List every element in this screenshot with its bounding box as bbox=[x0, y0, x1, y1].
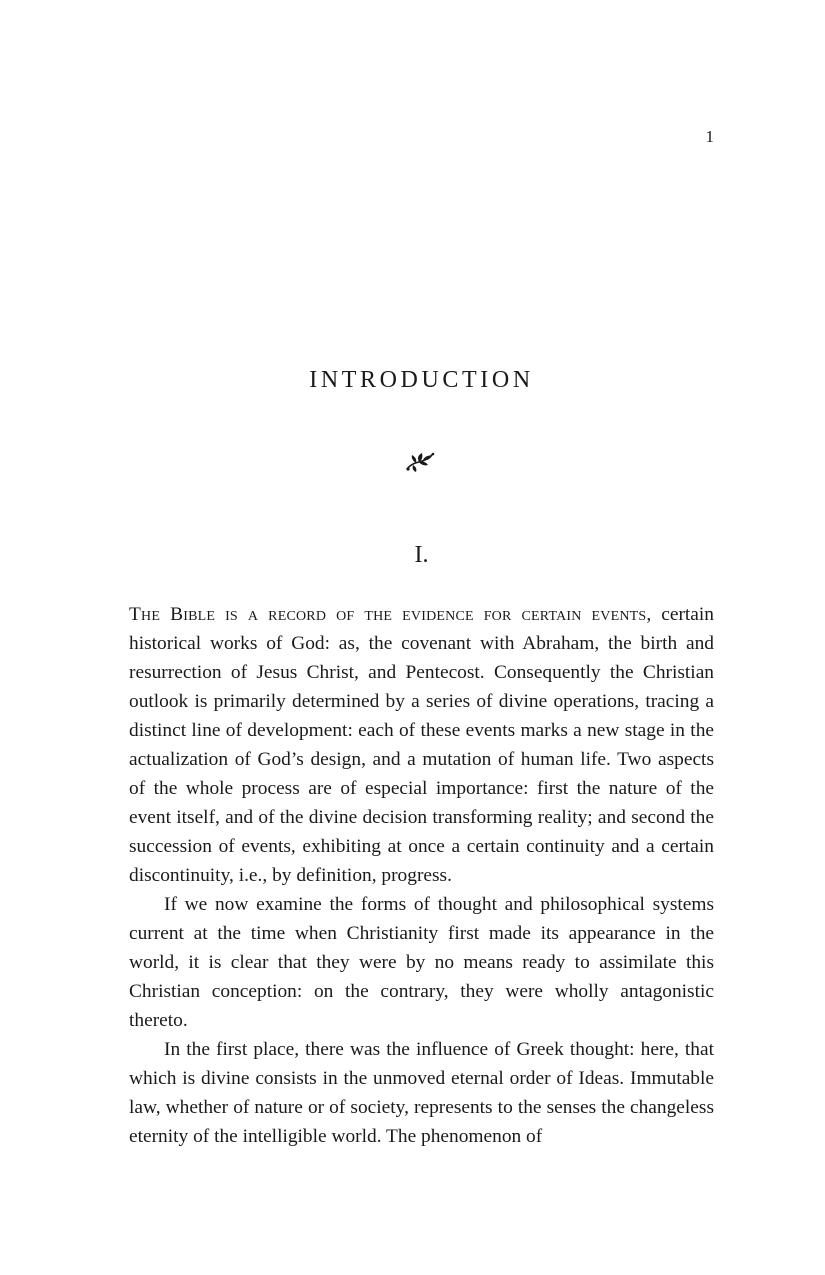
paragraph-text: certain historical works of God: as, the covenant with Abraham, the birth and resurrection of Jesus Christ, and Pentecost. Consequently the Christian outlook is primarily determined by a series of divine operations, tracing a distinct line of development: each of these events marks a new stage in the actualization of God’s design, and a mutation of human life. Two aspects of the whole process are of especial importance: first the nature of the event itself, and of the divine decision transforming reality; and second the succession of events, exhibiting at once a certain continuity and a certain discontinuity, i.e., by definition, progress. bbox=[129, 604, 714, 886]
page-number: 1 bbox=[705, 127, 714, 146]
paragraph-3: In the first place, there was the influence of Greek thought: here, that which is divine consists in the unmoved eternal order of Ideas. Immutable law, whether of nature or of society, represents to the senses the changeless eternity of the intelligible world. The phenomenon of bbox=[129, 1039, 714, 1147]
opening-small-caps: The Bible is a record of the evidence for certain events, bbox=[129, 604, 652, 625]
section-number: I. bbox=[414, 542, 429, 568]
paragraph-2: If we now examine the forms of thought and philosophical systems current at the time when Christianity first made its appearance in the world, it is clear that they were by no means ready to assimilate this Christian conception: on the contrary, they were wholly antagonistic thereto. bbox=[129, 894, 714, 1031]
fleuron-ornament-icon bbox=[404, 450, 436, 474]
body-text bbox=[129, 600, 714, 1151]
paragraph-1 bbox=[129, 600, 714, 890]
chapter-title: INTRODUCTION bbox=[309, 367, 534, 393]
